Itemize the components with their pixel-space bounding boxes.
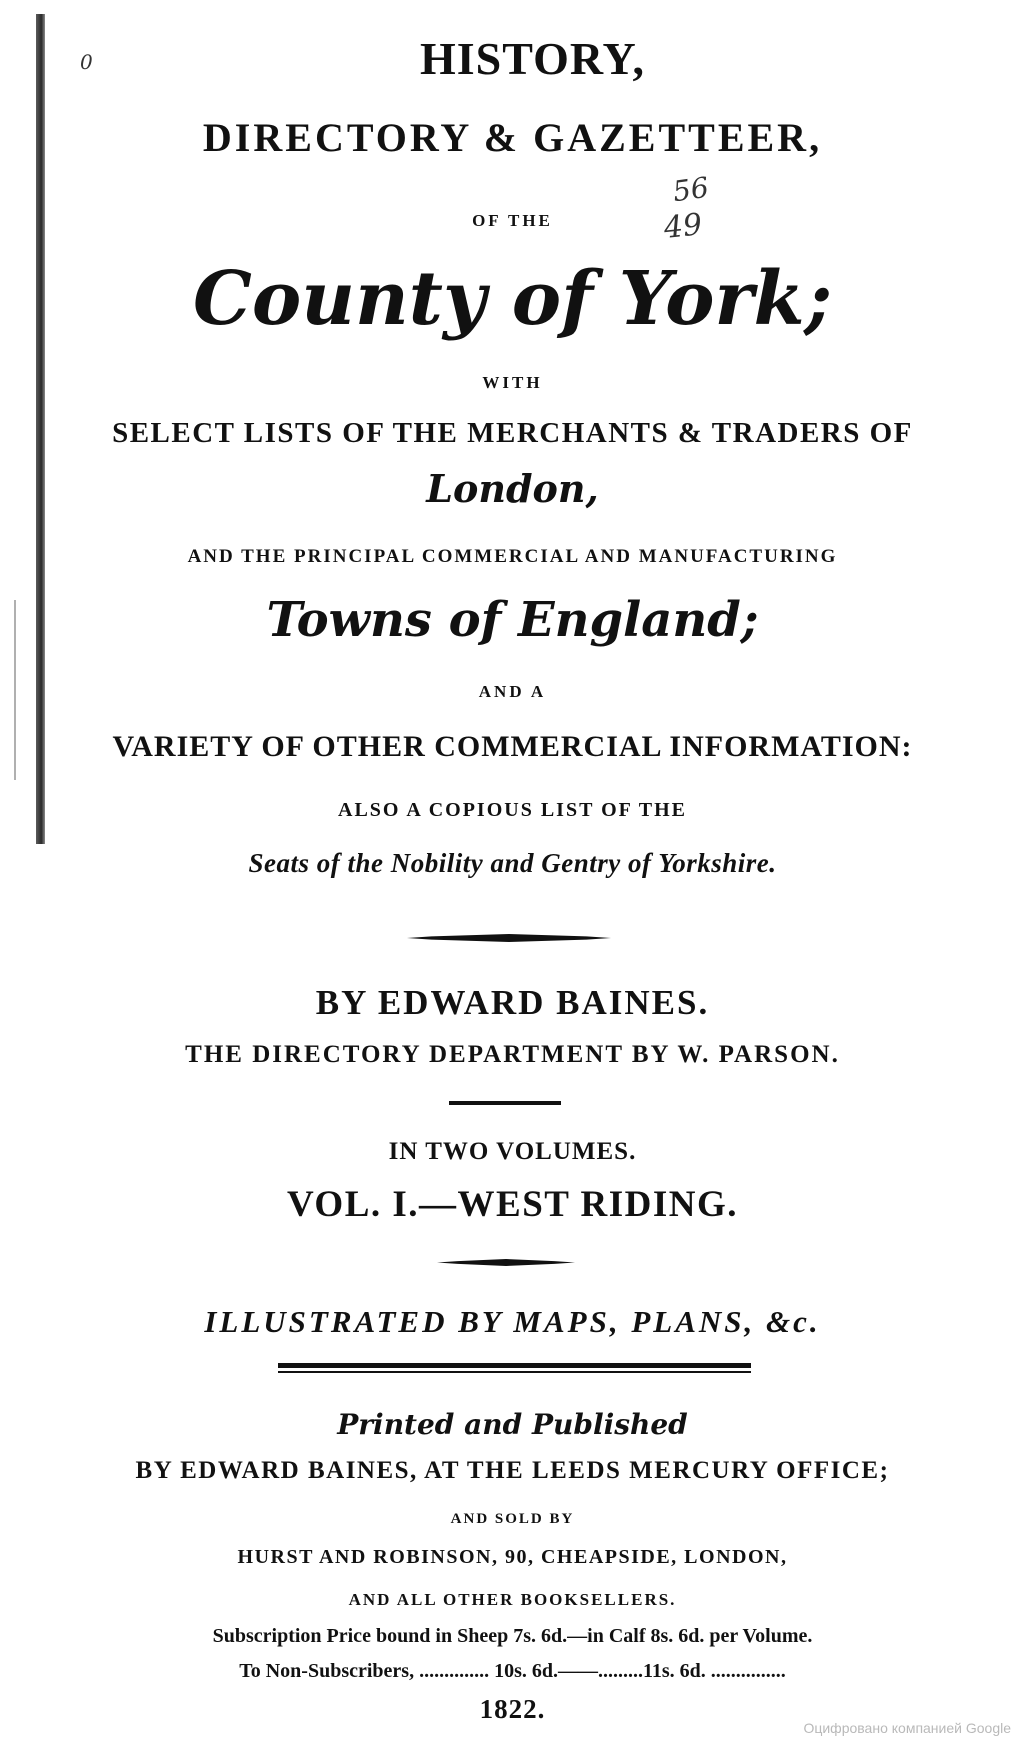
digitization-watermark: Оцифровано компанией Google <box>803 1720 1011 1736</box>
sold-by-line: AND SOLD BY <box>450 1511 575 1527</box>
margin-mark: 0 <box>80 50 93 74</box>
select-lists-line: SELECT LISTS OF THE MERCHANTS & TRADERS OF <box>112 417 913 449</box>
publication-year: 1822. <box>479 1694 546 1724</box>
principal-towns-line: AND THE PRINCIPAL COMMERCIAL AND MANUFACTURING <box>187 546 838 567</box>
towns-heading: Towns of England; <box>266 592 759 648</box>
ornamental-rule <box>407 934 611 942</box>
of-the-line: OF THE <box>472 211 553 230</box>
other-booksellers-line: AND ALL OTHER BOOKSELLERS. <box>348 1590 677 1609</box>
short-rule <box>449 1101 561 1105</box>
variety-line: VARIETY OF OTHER COMMERCIAL INFORMATION: <box>112 730 913 763</box>
book-subtitle: DIRECTORY & GAZETTEER, <box>202 115 823 160</box>
subscription-price-line: Subscription Price bound in Sheep 7s. 6d.—in Calf 8s. 6d. per Volume. <box>212 1625 813 1647</box>
directory-department-line: THE DIRECTORY DEPARTMENT BY W. PARSON. <box>185 1041 840 1068</box>
copious-list-line: ALSO A COPIOUS LIST OF THE <box>338 799 687 821</box>
illustrated-line: ILLUSTRATED BY MAPS, PLANS, &c. <box>204 1304 821 1339</box>
volume-line: VOL. I.—WEST RIDING. <box>286 1184 739 1225</box>
county-heading: County of York; <box>192 256 833 342</box>
pencil-annotation-top: 56 <box>670 170 711 209</box>
non-subscriber-price-line: To Non-Subscribers, .............. 10s. 6d.——.........11s. 6d. ............... <box>239 1660 786 1682</box>
author-line: BY EDWARD BAINES. <box>315 983 710 1022</box>
double-rule-thin <box>278 1371 751 1373</box>
seats-line: Seats of the Nobility and Gentry of Yorkshire. <box>248 848 777 878</box>
seller-line: HURST AND ROBINSON, 90, CHEAPSIDE, LONDON, <box>237 1546 788 1568</box>
volume-count-line: IN TWO VOLUMES. <box>388 1138 637 1165</box>
pencil-annotation-bottom: 49 <box>662 207 704 246</box>
book-title: HISTORY, <box>420 33 645 84</box>
double-rule-thick <box>278 1363 751 1368</box>
london-heading: London, <box>426 466 599 511</box>
ornamental-rule <box>437 1259 575 1266</box>
with-line: WITH <box>482 373 543 392</box>
and-a-line: AND A <box>478 682 547 701</box>
printed-published-line: Printed and Published <box>337 1408 688 1441</box>
printer-line: BY EDWARD BAINES, AT THE LEEDS MERCURY OFFICE; <box>135 1457 890 1484</box>
